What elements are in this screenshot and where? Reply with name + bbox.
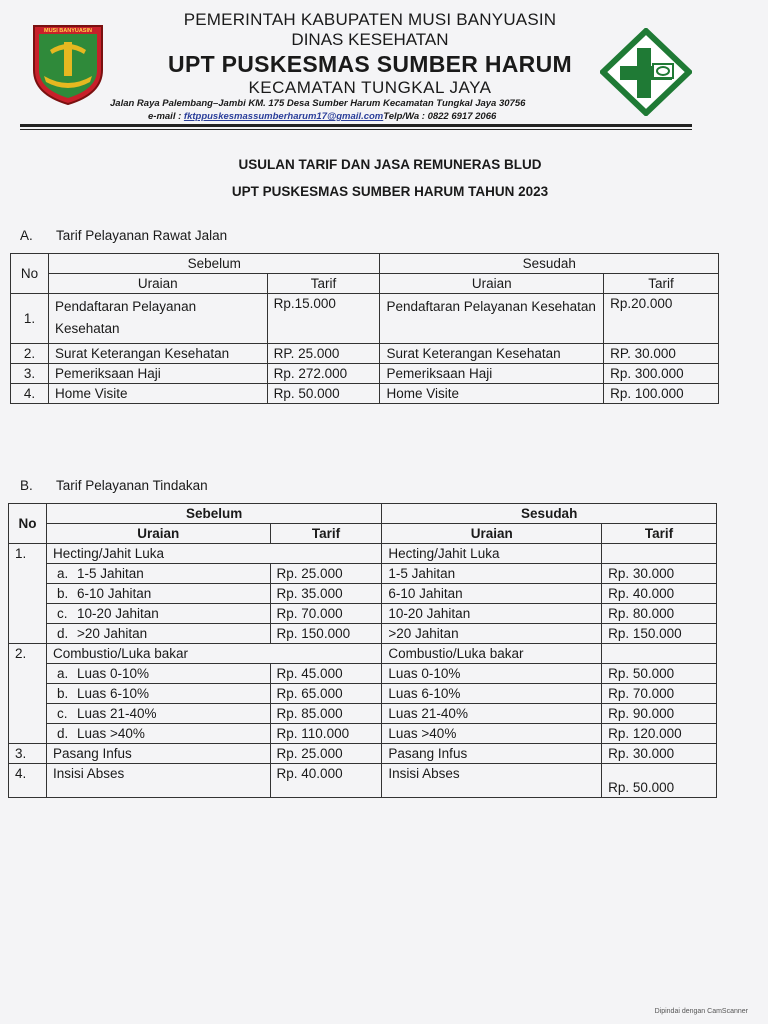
item-before: Pendaftaran Pelayanan Kesehatan (48, 294, 267, 344)
sub-label: b. (56, 586, 69, 601)
item-before: Pasang Infus (46, 744, 270, 764)
tariff-after: Rp. 90.000 (602, 704, 717, 724)
sub-item-before: Luas 0-10% (76, 666, 150, 681)
sub-label: d. (56, 626, 69, 641)
tariff-after: RP. 30.000 (604, 344, 719, 364)
sub-label: a. (56, 666, 69, 681)
item-after: Luas 21-40% (382, 704, 602, 724)
sub-label: c. (56, 606, 68, 621)
col-item-before: Uraian (48, 274, 267, 294)
logo-left-text: MUSI BANYUASIN (44, 28, 92, 34)
col-tariff-after: Tarif (602, 524, 717, 544)
tariff-after: Rp. 30.000 (602, 744, 717, 764)
col-item-after: Uraian (382, 524, 602, 544)
sub-label: a. (56, 566, 69, 581)
item-after: 1-5 Jahitan (382, 564, 602, 584)
email-link[interactable]: fktppuskesmassumberharum17@gmail.com (183, 111, 384, 122)
tariff-before: Rp. 25.000 (270, 564, 382, 584)
item-after: Home Visite (380, 384, 604, 404)
sub-row (9, 684, 717, 704)
section-b-heading (20, 478, 208, 493)
letterhead-district: KECAMATAN TUNGKAL JAYA (248, 78, 492, 97)
row-no: 1. (11, 294, 49, 344)
sub-row (9, 624, 717, 644)
sub-row (9, 564, 717, 584)
sub-row (9, 584, 717, 604)
sub-item-before: 10-20 Jahitan (76, 606, 159, 621)
table-rawat-jalan (10, 253, 719, 404)
item-before: Pemeriksaan Haji (48, 364, 267, 384)
col-tariff-after: Tarif (604, 274, 719, 294)
tariff-before: RP. 25.000 (267, 344, 380, 364)
tariff-after: Rp.20.000 (604, 294, 719, 344)
tariff-before: Rp. 40.000 (270, 764, 382, 798)
item-after: Luas 0-10% (382, 664, 602, 684)
group-item-before: Combustio/Luka bakar (46, 644, 381, 664)
col-before: Sebelum (46, 504, 381, 524)
tariff-after: Rp. 150.000 (602, 624, 717, 644)
tariff-before: Rp.15.000 (267, 294, 380, 344)
row-no: 1. (9, 544, 47, 644)
table-row (11, 384, 719, 404)
sub-label: d. (56, 726, 69, 741)
row-no: 4. (11, 384, 49, 404)
tariff-before: Rp. 85.000 (270, 704, 382, 724)
letterhead-address: Jalan Raya Palembang–Jambi KM. 175 Desa Sumber Harum Kecamatan Tungkal Jaya 30756 (110, 98, 526, 109)
item-before (46, 604, 270, 624)
item-before (46, 624, 270, 644)
table-tindakan (8, 503, 717, 798)
sub-item-before: Luas 6-10% (76, 686, 150, 701)
tariff-after: Rp. 50.000 (602, 664, 717, 684)
tariff-after: Rp. 40.000 (602, 584, 717, 604)
col-before: Sebelum (48, 254, 380, 274)
col-no: No (11, 254, 49, 294)
sub-row (9, 724, 717, 744)
tariff-before: Rp. 70.000 (270, 604, 382, 624)
sub-label: b. (56, 686, 69, 701)
table-row (11, 344, 719, 364)
item-after: Pasang Infus (382, 744, 602, 764)
item-after: Surat Keterangan Kesehatan (380, 344, 604, 364)
row-no: 4. (9, 764, 47, 798)
item-before: Insisi Abses (46, 764, 270, 798)
tariff-after: Rp. 300.000 (604, 364, 719, 384)
item-after: 10-20 Jahitan (382, 604, 602, 624)
sub-row (9, 704, 717, 724)
section-a-heading (20, 228, 227, 243)
item-before: Surat Keterangan Kesehatan (48, 344, 267, 364)
document-title: USULAN TARIF DAN JASA REMUNERAS BLUD (238, 157, 542, 172)
tariff-after: Rp. 100.000 (604, 384, 719, 404)
item-after: Pemeriksaan Haji (380, 364, 604, 384)
tariff-before: Rp. 25.000 (270, 744, 382, 764)
item-after: Luas >40% (382, 724, 602, 744)
section-a-title: Tarif Pelayanan Rawat Jalan (56, 228, 228, 243)
item-before (46, 724, 270, 744)
sub-row (9, 604, 717, 624)
sub-label: c. (56, 706, 68, 721)
item-before: Home Visite (48, 384, 267, 404)
group-row (9, 644, 717, 664)
tariff-after: Rp. 80.000 (602, 604, 717, 624)
section-b-title: Tarif Pelayanan Tindakan (56, 478, 208, 493)
section-b-letter: B. (20, 478, 33, 493)
sub-row (9, 664, 717, 684)
col-tariff-before: Tarif (267, 274, 380, 294)
col-no: No (9, 504, 47, 544)
table-row (11, 364, 719, 384)
tariff-before: Rp. 35.000 (270, 584, 382, 604)
empty-cell (602, 644, 717, 664)
item-after: Pendaftaran Pelayanan Kesehatan (380, 294, 604, 344)
letterhead-rule-thin (20, 129, 692, 130)
item-after: >20 Jahitan (382, 624, 602, 644)
tariff-after: Rp. 70.000 (602, 684, 717, 704)
col-item-after: Uraian (380, 274, 604, 294)
row-no: 3. (9, 744, 47, 764)
tariff-before: Rp. 110.000 (270, 724, 382, 744)
letterhead-contact (148, 111, 496, 122)
tariff-before: Rp. 50.000 (267, 384, 380, 404)
col-after: Sesudah (380, 254, 719, 274)
tariff-before: Rp. 65.000 (270, 684, 382, 704)
tariff-before: Rp. 150.000 (270, 624, 382, 644)
phone-text: Telp/Wa : 0822 6917 2066 (383, 111, 497, 122)
tariff-after: Rp. 120.000 (602, 724, 717, 744)
letterhead-department: DINAS KESEHATAN (291, 30, 449, 49)
item-after: 6-10 Jahitan (382, 584, 602, 604)
item-after: Luas 6-10% (382, 684, 602, 704)
item-before (46, 664, 270, 684)
scanner-watermark: Dipindai dengan CamScanner (654, 1008, 748, 1015)
item-before (46, 704, 270, 724)
item-before (46, 684, 270, 704)
letterhead-rule-thick (20, 124, 692, 127)
group-row (9, 544, 717, 564)
sub-item-before: 1-5 Jahitan (76, 566, 144, 581)
sub-item-before: Luas 21-40% (76, 706, 157, 721)
sub-item-before: 6-10 Jahitan (76, 586, 152, 601)
letterhead-institution: UPT PUSKESMAS SUMBER HARUM (168, 51, 572, 77)
tariff-before: Rp. 45.000 (270, 664, 382, 684)
tariff-after: Rp. 50.000 (602, 764, 717, 798)
puskesmas-logo-icon (600, 28, 692, 116)
empty-cell (602, 544, 717, 564)
email-label: e-mail : (148, 111, 182, 122)
table-row (11, 294, 719, 344)
col-item-before: Uraian (46, 524, 270, 544)
table-row (9, 744, 717, 764)
col-tariff-before: Tarif (270, 524, 382, 544)
row-no: 2. (9, 644, 47, 744)
row-no: 2. (11, 344, 49, 364)
section-a-letter: A. (20, 228, 33, 243)
musi-banyuasin-logo-icon (28, 20, 108, 106)
group-item-after: Hecting/Jahit Luka (382, 544, 602, 564)
sub-item-before: >20 Jahitan (76, 626, 148, 641)
group-item-before: Hecting/Jahit Luka (46, 544, 381, 564)
letterhead (110, 8, 630, 98)
table-row (9, 764, 717, 798)
document-subtitle: UPT PUSKESMAS SUMBER HARUM TAHUN 2023 (231, 184, 549, 199)
item-before (46, 584, 270, 604)
item-after: Insisi Abses (382, 764, 602, 798)
tariff-after: Rp. 30.000 (602, 564, 717, 584)
row-no: 3. (11, 364, 49, 384)
letterhead-government: PEMERINTAH KABUPATEN MUSI BANYUASIN (183, 10, 557, 29)
item-before (46, 564, 270, 584)
tariff-before: Rp. 272.000 (267, 364, 380, 384)
sub-item-before: Luas >40% (76, 726, 145, 741)
group-item-after: Combustio/Luka bakar (382, 644, 602, 664)
col-after: Sesudah (382, 504, 717, 524)
